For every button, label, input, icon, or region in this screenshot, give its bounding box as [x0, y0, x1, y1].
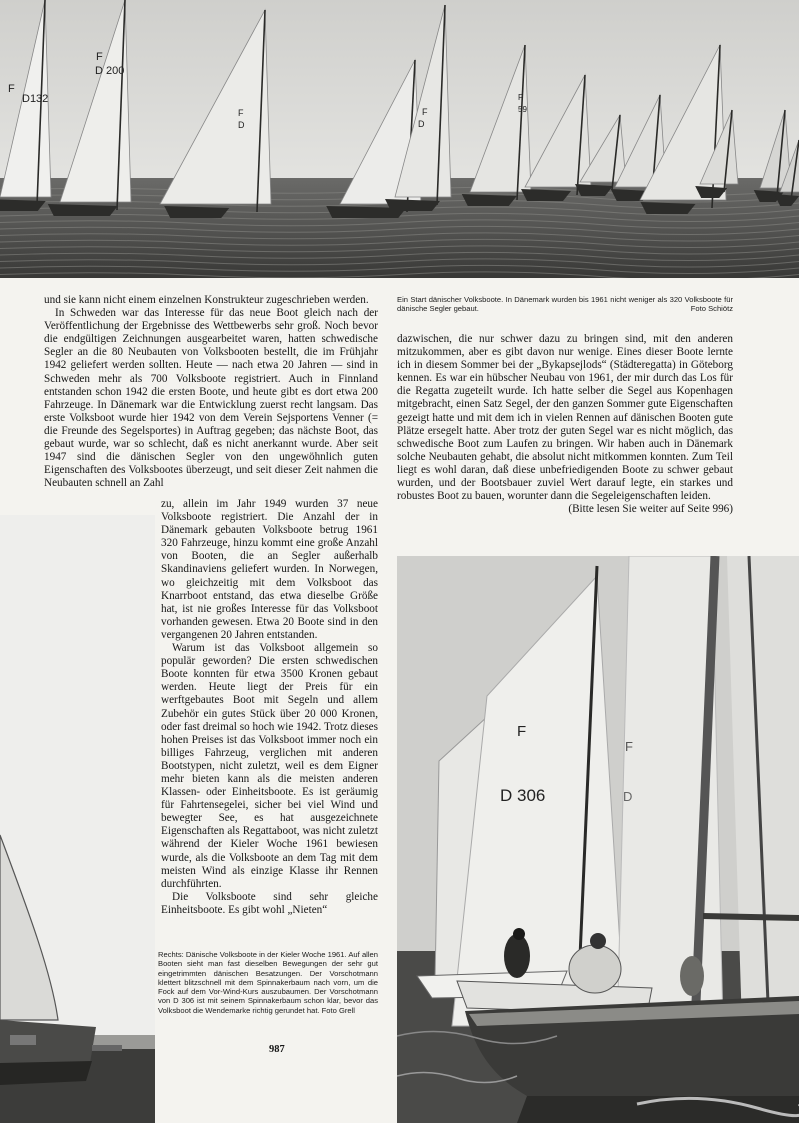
sail-number: F: [518, 93, 523, 102]
sail-number: F: [8, 83, 15, 95]
bottom-photo-caption: [158, 950, 378, 1015]
paragraph: Warum ist das Volksboot allgemein so populär geworden? Die ersten schwedischen Boote konnten für etwa 3500 Kronen gebaut werden. Heute liegt der Preis für ein werftgebautes Boot mit Segeln und allem Zubehör ein gutes Stück über 20 000 Kronen, oder fast dreimal so hoch wie 1942. Trotz dieses hohen Preises ist das Volksboot immer noch ein billiges Fahrzeug, verglichen mit anderen Bootstypen, nicht zuletzt, weil es dem Eigner mehr bieten kann als die meisten anderen Klassen- oder Einheitsboote. Es ist geräumig für Fahrtensegelei, sicher bei viel Wind und bewegter See, es hat ausgezeichnete Eigenschaften als Regattaboot, was nicht zuletzt während der Kieler Woche 1961 bewiesen wurde, als die Volksboote an dem Tag mit dem meisten Wind als einzige Klasse ihr Rennen durchführten.: [161, 642, 378, 890]
paragraph: zu, allein im Jahr 1949 wurden 37 neue Volksboote registriert. Die Anzahl der in Dänemark gebauten Volksboote betrug 1961 320 Fahrzeuge, hinzu kommt eine große Anzahl von Booten, die an Segler außerhalb Skandinaviens geliefert wurden. In Norwegen, wo gleichzeitig mit dem Volksboot das Knarrboot entstand, das etwa dieselbe Größe hat, ist nie großes Interesse für das Volksboot vorhanden gewesen. Etwa 20 Boote sind in den vergangenen 20 Jahren entstanden.: [161, 498, 378, 641]
sail-number: D: [418, 119, 425, 129]
top-photo-caption-text: Ein Start dänischer Volksboote. In Dänemark wurden bis 1961 nicht weniger als 320 Volksboote für dänische Segler gebaut.: [397, 295, 733, 314]
sail-number: D 200: [95, 65, 125, 77]
sail-number: F: [625, 739, 633, 754]
hull: [521, 189, 571, 201]
hull: [385, 199, 440, 211]
sail-number: D: [238, 120, 245, 130]
article-text-left-top: [44, 294, 378, 490]
hull: [641, 202, 696, 214]
sail-number: D 306: [500, 786, 546, 805]
sail-number: F: [517, 723, 527, 740]
paragraph: und sie kann nicht einem einzelnen Konstrukteur zugeschrieben werden.: [44, 294, 369, 306]
left-sail-photo: [0, 515, 155, 1123]
sail-number: D: [623, 789, 633, 804]
article-text-right: [397, 333, 733, 516]
hull: [164, 206, 229, 218]
regatta-start-photo: [0, 0, 799, 278]
kiel-week-photo: [397, 556, 799, 1123]
paragraph: In Schweden war das Interesse für das neue Boot gleich nach der Veröffentlichung der Ergebnisse des Wettbewerbs sehr groß. Noch bevor die endgültigen Zeichnungen ausgearbeitet waren, hatten schwedische Segler an die 80 Neubauten von Volksbooten bestellt, die im Frühjahr 1942 geliefert werden sollten. Heute — nach etwa 20 Jahren — sind in Schweden mehr als 700 Volksboote registriert. Auch in Finnland entstanden schon 1942 die ersten Boote, und heute gibt es dort etwa 200 Fahrzeuge. In Dänemark war die Entwicklung zuerst recht langsam. Das erste Volksboot wurde hier 1942 von dem Verein Sejsportens Venner (= die Freunde des Segelsportes) in Auftrag gegeben; das nächste Boot, das gebaut wurde, war so schlecht, daß es nicht anerkannt wurde. Aber seit 1947 sind die dänischen Segler von den ungewöhnlich guten Eigenschaften des Volksbootes überzeugt, und seit dieser Zeit nahmen die Neubauten schnell an Zahl: [44, 307, 378, 490]
article-text-left-narrow: [161, 498, 378, 917]
page-number: 987: [269, 1044, 285, 1055]
paragraph: dazwischen, die nur schwer dazu zu bringen sind, mit den anderen mitzukommen, aber es gibt davon nur wenige. Eines dieser Boote lernte ich in diesem Sommer bei der „Bykapsejlods“ (Städteregatta) in Göteborg kennen. Es war ein hübscher Neubau von 1961, der mir durch das Los für die Regatta zugeteilt wurde. Ich hatte selber die Segel aus Kopenhagen mitgebracht, einen Satz Segel, der den ganzen Sommer gute Eigenschaften gezeigt hatte und mit dem ich in vielen Rennen auf dänischen Booten gute Plätze ersegelt hatte. Aber trotz der guten Segel war es nicht möglich, das schwedische Boot zum Laufen zu bringen. Wir haben auch in Dänemark solche Neubauten gehabt, die absolut nicht mitkommen konnten. Zum Teil liegt es wohl daran, daß diese unbefriedigenden Boote zu schwer gebaut wurden, und der Bootsbauer zuviel Wert darauf legte, ein starkes und robustes Boot zu bauen, worunter dann die Segeleigenschaften leiden.: [397, 333, 733, 503]
hull: [0, 199, 46, 211]
hull: [48, 204, 118, 216]
sail-number: F: [422, 107, 428, 117]
continued-note: (Bitte lesen Sie weiter auf Seite 996): [568, 503, 733, 516]
sail-number: F: [96, 51, 103, 63]
hull: [462, 194, 517, 206]
sail-number: F: [238, 108, 244, 118]
top-photo-caption: [397, 295, 733, 314]
paragraph: Die Volksboote sind sehr gleiche Einheitsboote. Es gibt wohl „Nieten“: [161, 890, 378, 916]
top-photo-credit: Foto Schiötz: [690, 304, 733, 314]
sail-number: 59: [518, 105, 527, 114]
bottom-photo-caption-text: Rechts: Dänische Volksboote in der Kieler Woche 1961. Auf allen Booten sieht man fast dieselben Bewegungen der sehr gut eingetrimmten dänischen Besatzungen. Der Vorschotmann klettert blitzschnell mit dem Spinnakerbaum nach vorn, um die Fock auf dem Vor-Wind-Kurs auszubaumen. Der Vorschotmann von D 306 ist mit seinem Spinnakerbaum schon klar, bevor das Volksboot die Wendemarke richtig gerundet hat. Foto Grell: [158, 950, 378, 1015]
sail-number: D132: [22, 93, 49, 105]
